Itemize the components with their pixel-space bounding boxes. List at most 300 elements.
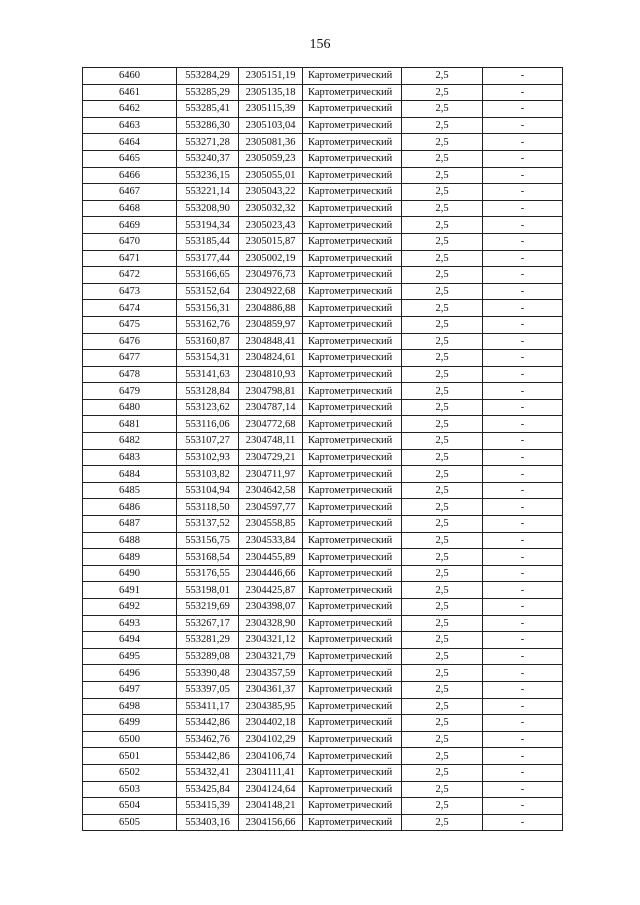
y-coordinate-cell: 2305002,19 [239, 250, 303, 267]
y-coordinate-cell: 2305023,43 [239, 217, 303, 234]
y-coordinate-cell: 2305043,22 [239, 184, 303, 201]
point-number-cell: 6482 [83, 433, 177, 450]
point-number-cell: 6489 [83, 549, 177, 566]
method-cell: Картометрический [303, 101, 402, 118]
description-cell: - [483, 814, 563, 831]
y-coordinate-cell: 2304124,64 [239, 781, 303, 798]
y-coordinate-cell: 2304886,88 [239, 300, 303, 317]
point-number-cell: 6500 [83, 731, 177, 748]
x-coordinate-cell: 553176,55 [177, 565, 239, 582]
description-cell: - [483, 233, 563, 250]
y-coordinate-cell: 2304111,41 [239, 764, 303, 781]
x-coordinate-cell: 553267,17 [177, 615, 239, 632]
description-cell: - [483, 250, 563, 267]
accuracy-cell: 2,5 [402, 499, 483, 516]
method-cell: Картометрический [303, 250, 402, 267]
method-cell: Картометрический [303, 731, 402, 748]
x-coordinate-cell: 553286,30 [177, 117, 239, 134]
table-row [83, 814, 563, 831]
y-coordinate-cell: 2304597,77 [239, 499, 303, 516]
accuracy-cell: 2,5 [402, 117, 483, 134]
y-coordinate-cell: 2305115,39 [239, 101, 303, 118]
y-coordinate-cell: 2304361,37 [239, 681, 303, 698]
table-row [83, 250, 563, 267]
y-coordinate-cell: 2304357,59 [239, 665, 303, 682]
accuracy-cell: 2,5 [402, 532, 483, 549]
y-coordinate-cell: 2304824,61 [239, 350, 303, 367]
description-cell: - [483, 184, 563, 201]
coordinates-table-body [83, 68, 563, 831]
x-coordinate-cell: 553160,87 [177, 333, 239, 350]
accuracy-cell: 2,5 [402, 316, 483, 333]
description-cell: - [483, 283, 563, 300]
y-coordinate-cell: 2305055,01 [239, 167, 303, 184]
y-coordinate-cell: 2304642,58 [239, 482, 303, 499]
description-cell: - [483, 599, 563, 616]
method-cell: Картометрический [303, 582, 402, 599]
y-coordinate-cell: 2304328,90 [239, 615, 303, 632]
point-number-cell: 6488 [83, 532, 177, 549]
point-number-cell: 6484 [83, 466, 177, 483]
table-row [83, 715, 563, 732]
accuracy-cell: 2,5 [402, 466, 483, 483]
y-coordinate-cell: 2305032,32 [239, 200, 303, 217]
method-cell: Картометрический [303, 333, 402, 350]
method-cell: Картометрический [303, 150, 402, 167]
table-row [83, 316, 563, 333]
y-coordinate-cell: 2304455,89 [239, 549, 303, 566]
accuracy-cell: 2,5 [402, 549, 483, 566]
table-row [83, 698, 563, 715]
x-coordinate-cell: 553141,63 [177, 366, 239, 383]
description-cell: - [483, 134, 563, 151]
accuracy-cell: 2,5 [402, 250, 483, 267]
method-cell: Картометрический [303, 84, 402, 101]
description-cell: - [483, 798, 563, 815]
table-row [83, 449, 563, 466]
table-row [83, 549, 563, 566]
y-coordinate-cell: 2305103,04 [239, 117, 303, 134]
method-cell: Картометрический [303, 134, 402, 151]
x-coordinate-cell: 553236,15 [177, 167, 239, 184]
method-cell: Картометрический [303, 549, 402, 566]
x-coordinate-cell: 553411,17 [177, 698, 239, 715]
x-coordinate-cell: 553104,94 [177, 482, 239, 499]
method-cell: Картометрический [303, 764, 402, 781]
point-number-cell: 6479 [83, 383, 177, 400]
x-coordinate-cell: 553102,93 [177, 449, 239, 466]
y-coordinate-cell: 2304156,66 [239, 814, 303, 831]
y-coordinate-cell: 2304533,84 [239, 532, 303, 549]
method-cell: Картометрический [303, 399, 402, 416]
point-number-cell: 6462 [83, 101, 177, 118]
method-cell: Картометрический [303, 748, 402, 765]
point-number-cell: 6502 [83, 764, 177, 781]
description-cell: - [483, 68, 563, 85]
method-cell: Картометрический [303, 300, 402, 317]
method-cell: Картометрический [303, 499, 402, 516]
y-coordinate-cell: 2305015,87 [239, 233, 303, 250]
accuracy-cell: 2,5 [402, 150, 483, 167]
x-coordinate-cell: 553432,41 [177, 764, 239, 781]
y-coordinate-cell: 2305059,23 [239, 150, 303, 167]
accuracy-cell: 2,5 [402, 665, 483, 682]
table-row [83, 117, 563, 134]
accuracy-cell: 2,5 [402, 632, 483, 649]
point-number-cell: 6501 [83, 748, 177, 765]
x-coordinate-cell: 553107,27 [177, 433, 239, 450]
method-cell: Картометрический [303, 217, 402, 234]
method-cell: Картометрический [303, 482, 402, 499]
accuracy-cell: 2,5 [402, 781, 483, 798]
description-cell: - [483, 350, 563, 367]
description-cell: - [483, 150, 563, 167]
accuracy-cell: 2,5 [402, 433, 483, 450]
x-coordinate-cell: 553285,29 [177, 84, 239, 101]
table-row [83, 167, 563, 184]
point-number-cell: 6491 [83, 582, 177, 599]
point-number-cell: 6497 [83, 681, 177, 698]
accuracy-cell: 2,5 [402, 748, 483, 765]
x-coordinate-cell: 553425,84 [177, 781, 239, 798]
x-coordinate-cell: 553390,48 [177, 665, 239, 682]
accuracy-cell: 2,5 [402, 84, 483, 101]
point-number-cell: 6486 [83, 499, 177, 516]
description-cell: - [483, 532, 563, 549]
description-cell: - [483, 549, 563, 566]
y-coordinate-cell: 2304385,95 [239, 698, 303, 715]
x-coordinate-cell: 553281,29 [177, 632, 239, 649]
point-number-cell: 6470 [83, 233, 177, 250]
x-coordinate-cell: 553285,41 [177, 101, 239, 118]
point-number-cell: 6477 [83, 350, 177, 367]
point-number-cell: 6495 [83, 648, 177, 665]
accuracy-cell: 2,5 [402, 681, 483, 698]
accuracy-cell: 2,5 [402, 333, 483, 350]
point-number-cell: 6475 [83, 316, 177, 333]
method-cell: Картометрический [303, 316, 402, 333]
method-cell: Картометрический [303, 781, 402, 798]
description-cell: - [483, 698, 563, 715]
x-coordinate-cell: 553156,31 [177, 300, 239, 317]
y-coordinate-cell: 2305081,36 [239, 134, 303, 151]
accuracy-cell: 2,5 [402, 267, 483, 284]
description-cell: - [483, 615, 563, 632]
description-cell: - [483, 200, 563, 217]
table-row [83, 101, 563, 118]
accuracy-cell: 2,5 [402, 698, 483, 715]
y-coordinate-cell: 2304148,21 [239, 798, 303, 815]
x-coordinate-cell: 553123,62 [177, 399, 239, 416]
x-coordinate-cell: 553103,82 [177, 466, 239, 483]
method-cell: Картометрический [303, 665, 402, 682]
description-cell: - [483, 117, 563, 134]
method-cell: Картометрический [303, 433, 402, 450]
y-coordinate-cell: 2304711,97 [239, 466, 303, 483]
table-row [83, 781, 563, 798]
x-coordinate-cell: 553271,28 [177, 134, 239, 151]
description-cell: - [483, 499, 563, 516]
x-coordinate-cell: 553442,86 [177, 715, 239, 732]
table-row [83, 632, 563, 649]
y-coordinate-cell: 2304748,11 [239, 433, 303, 450]
description-cell: - [483, 582, 563, 599]
accuracy-cell: 2,5 [402, 731, 483, 748]
table-row [83, 333, 563, 350]
point-number-cell: 6464 [83, 134, 177, 151]
description-cell: - [483, 482, 563, 499]
table-row [83, 731, 563, 748]
accuracy-cell: 2,5 [402, 184, 483, 201]
x-coordinate-cell: 553462,76 [177, 731, 239, 748]
description-cell: - [483, 748, 563, 765]
method-cell: Картометрический [303, 466, 402, 483]
point-number-cell: 6494 [83, 632, 177, 649]
accuracy-cell: 2,5 [402, 814, 483, 831]
table-row [83, 184, 563, 201]
table-row [83, 499, 563, 516]
accuracy-cell: 2,5 [402, 167, 483, 184]
x-coordinate-cell: 553240,37 [177, 150, 239, 167]
method-cell: Картометрический [303, 532, 402, 549]
description-cell: - [483, 366, 563, 383]
x-coordinate-cell: 553221,14 [177, 184, 239, 201]
table-row [83, 798, 563, 815]
accuracy-cell: 2,5 [402, 615, 483, 632]
method-cell: Картометрический [303, 283, 402, 300]
method-cell: Картометрический [303, 383, 402, 400]
table-row [83, 764, 563, 781]
table-row [83, 648, 563, 665]
y-coordinate-cell: 2304402,18 [239, 715, 303, 732]
accuracy-cell: 2,5 [402, 449, 483, 466]
y-coordinate-cell: 2304798,81 [239, 383, 303, 400]
point-number-cell: 6476 [83, 333, 177, 350]
y-coordinate-cell: 2304729,21 [239, 449, 303, 466]
point-number-cell: 6483 [83, 449, 177, 466]
accuracy-cell: 2,5 [402, 764, 483, 781]
method-cell: Картометрический [303, 68, 402, 85]
accuracy-cell: 2,5 [402, 283, 483, 300]
point-number-cell: 6461 [83, 84, 177, 101]
y-coordinate-cell: 2304848,41 [239, 333, 303, 350]
table-row [83, 217, 563, 234]
method-cell: Картометрический [303, 416, 402, 433]
description-cell: - [483, 764, 563, 781]
accuracy-cell: 2,5 [402, 101, 483, 118]
y-coordinate-cell: 2305135,18 [239, 84, 303, 101]
description-cell: - [483, 681, 563, 698]
x-coordinate-cell: 553154,31 [177, 350, 239, 367]
method-cell: Картометрический [303, 200, 402, 217]
method-cell: Картометрический [303, 565, 402, 582]
accuracy-cell: 2,5 [402, 366, 483, 383]
description-cell: - [483, 383, 563, 400]
table-row [83, 84, 563, 101]
point-number-cell: 6505 [83, 814, 177, 831]
accuracy-cell: 2,5 [402, 582, 483, 599]
method-cell: Картометрический [303, 798, 402, 815]
point-number-cell: 6469 [83, 217, 177, 234]
x-coordinate-cell: 553128,84 [177, 383, 239, 400]
x-coordinate-cell: 553442,86 [177, 748, 239, 765]
description-cell: - [483, 333, 563, 350]
description-cell: - [483, 267, 563, 284]
table-row [83, 466, 563, 483]
accuracy-cell: 2,5 [402, 715, 483, 732]
description-cell: - [483, 300, 563, 317]
table-row [83, 366, 563, 383]
x-coordinate-cell: 553397,05 [177, 681, 239, 698]
description-cell: - [483, 665, 563, 682]
method-cell: Картометрический [303, 516, 402, 533]
point-number-cell: 6467 [83, 184, 177, 201]
x-coordinate-cell: 553137,52 [177, 516, 239, 533]
point-number-cell: 6498 [83, 698, 177, 715]
accuracy-cell: 2,5 [402, 383, 483, 400]
method-cell: Картометрический [303, 184, 402, 201]
table-row [83, 748, 563, 765]
point-number-cell: 6496 [83, 665, 177, 682]
x-coordinate-cell: 553156,75 [177, 532, 239, 549]
table-row [83, 482, 563, 499]
y-coordinate-cell: 2304446,66 [239, 565, 303, 582]
point-number-cell: 6468 [83, 200, 177, 217]
point-number-cell: 6485 [83, 482, 177, 499]
accuracy-cell: 2,5 [402, 565, 483, 582]
accuracy-cell: 2,5 [402, 217, 483, 234]
method-cell: Картометрический [303, 233, 402, 250]
table-row [83, 134, 563, 151]
x-coordinate-cell: 553162,76 [177, 316, 239, 333]
table-row [83, 665, 563, 682]
y-coordinate-cell: 2304106,74 [239, 748, 303, 765]
point-number-cell: 6460 [83, 68, 177, 85]
accuracy-cell: 2,5 [402, 350, 483, 367]
method-cell: Картометрический [303, 632, 402, 649]
description-cell: - [483, 433, 563, 450]
point-number-cell: 6493 [83, 615, 177, 632]
accuracy-cell: 2,5 [402, 134, 483, 151]
y-coordinate-cell: 2304772,68 [239, 416, 303, 433]
y-coordinate-cell: 2305151,19 [239, 68, 303, 85]
table-row [83, 68, 563, 85]
description-cell: - [483, 217, 563, 234]
y-coordinate-cell: 2304321,12 [239, 632, 303, 649]
table-row [83, 200, 563, 217]
point-number-cell: 6471 [83, 250, 177, 267]
method-cell: Картометрический [303, 648, 402, 665]
accuracy-cell: 2,5 [402, 798, 483, 815]
accuracy-cell: 2,5 [402, 516, 483, 533]
point-number-cell: 6478 [83, 366, 177, 383]
point-number-cell: 6487 [83, 516, 177, 533]
point-number-cell: 6465 [83, 150, 177, 167]
method-cell: Картометрический [303, 117, 402, 134]
point-number-cell: 6481 [83, 416, 177, 433]
method-cell: Картометрический [303, 267, 402, 284]
x-coordinate-cell: 553198,01 [177, 582, 239, 599]
point-number-cell: 6492 [83, 599, 177, 616]
table-row [83, 599, 563, 616]
x-coordinate-cell: 553208,90 [177, 200, 239, 217]
method-cell: Картометрический [303, 599, 402, 616]
method-cell: Картометрический [303, 366, 402, 383]
table-row [83, 399, 563, 416]
point-number-cell: 6503 [83, 781, 177, 798]
table-row [83, 233, 563, 250]
description-cell: - [483, 101, 563, 118]
table-row [83, 150, 563, 167]
page-number: 156 [309, 37, 331, 52]
point-number-cell: 6466 [83, 167, 177, 184]
y-coordinate-cell: 2304787,14 [239, 399, 303, 416]
method-cell: Картометрический [303, 698, 402, 715]
method-cell: Картометрический [303, 715, 402, 732]
table-row [83, 532, 563, 549]
y-coordinate-cell: 2304425,87 [239, 582, 303, 599]
x-coordinate-cell: 553177,44 [177, 250, 239, 267]
point-number-cell: 6499 [83, 715, 177, 732]
x-coordinate-cell: 553403,16 [177, 814, 239, 831]
table-row [83, 267, 563, 284]
x-coordinate-cell: 553166,65 [177, 267, 239, 284]
accuracy-cell: 2,5 [402, 68, 483, 85]
description-cell: - [483, 466, 563, 483]
accuracy-cell: 2,5 [402, 416, 483, 433]
table-row [83, 416, 563, 433]
description-cell: - [483, 449, 563, 466]
description-cell: - [483, 516, 563, 533]
y-coordinate-cell: 2304922,68 [239, 283, 303, 300]
x-coordinate-cell: 553118,50 [177, 499, 239, 516]
point-number-cell: 6472 [83, 267, 177, 284]
table-row [83, 516, 563, 533]
point-number-cell: 6473 [83, 283, 177, 300]
description-cell: - [483, 399, 563, 416]
point-number-cell: 6474 [83, 300, 177, 317]
method-cell: Картометрический [303, 350, 402, 367]
table-row [83, 615, 563, 632]
accuracy-cell: 2,5 [402, 648, 483, 665]
description-cell: - [483, 565, 563, 582]
x-coordinate-cell: 553415,39 [177, 798, 239, 815]
x-coordinate-cell: 553284,29 [177, 68, 239, 85]
table-row [83, 383, 563, 400]
table-row [83, 300, 563, 317]
y-coordinate-cell: 2304102,29 [239, 731, 303, 748]
coordinates-table [82, 67, 563, 831]
x-coordinate-cell: 553185,44 [177, 233, 239, 250]
accuracy-cell: 2,5 [402, 200, 483, 217]
table-row [83, 433, 563, 450]
table-row [83, 582, 563, 599]
description-cell: - [483, 715, 563, 732]
point-number-cell: 6490 [83, 565, 177, 582]
method-cell: Картометрический [303, 615, 402, 632]
x-coordinate-cell: 553168,54 [177, 549, 239, 566]
description-cell: - [483, 84, 563, 101]
y-coordinate-cell: 2304321,79 [239, 648, 303, 665]
method-cell: Картометрический [303, 814, 402, 831]
accuracy-cell: 2,5 [402, 399, 483, 416]
accuracy-cell: 2,5 [402, 482, 483, 499]
description-cell: - [483, 416, 563, 433]
point-number-cell: 6504 [83, 798, 177, 815]
description-cell: - [483, 632, 563, 649]
method-cell: Картометрический [303, 167, 402, 184]
point-number-cell: 6463 [83, 117, 177, 134]
